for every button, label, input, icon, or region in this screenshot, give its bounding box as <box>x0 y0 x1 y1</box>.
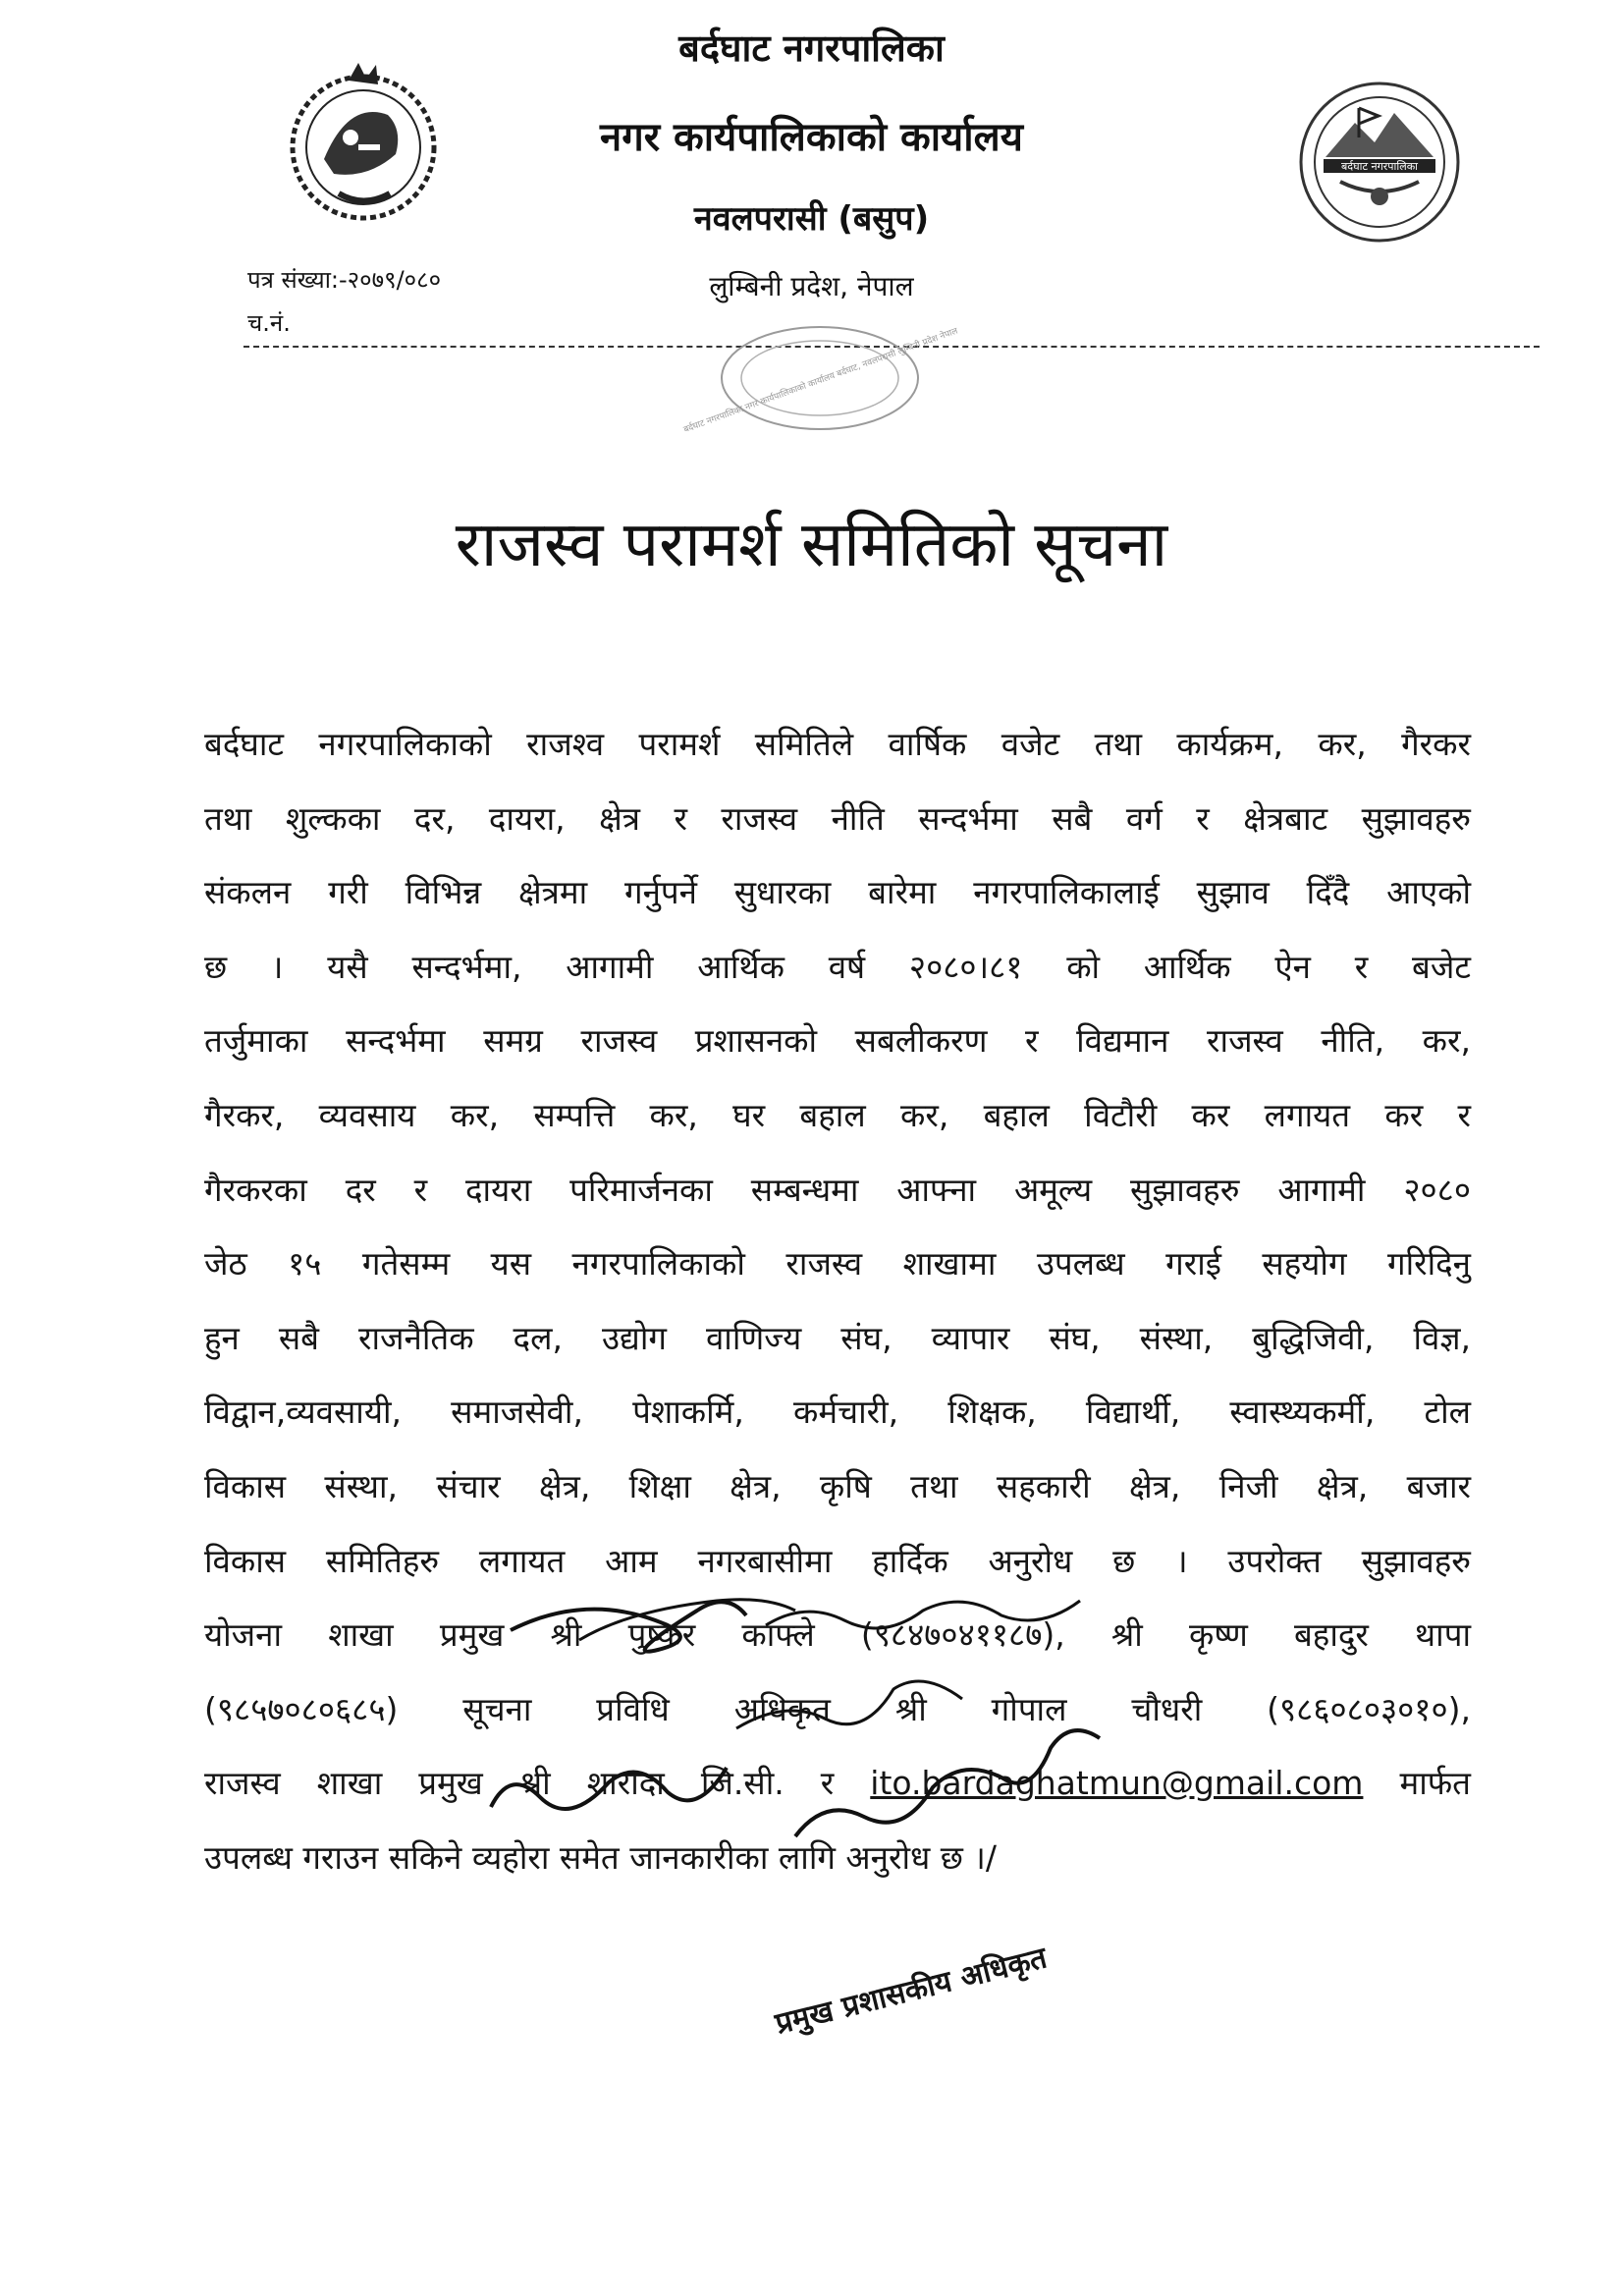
office-stamp <box>682 314 959 442</box>
email-suffix-text: मार्फत <box>1363 1764 1471 1803</box>
body-last-line: उपलब्ध गराउन सकिने व्यहोरा समेत जानकारीका लागि अनुरोध छ ।/ <box>204 1837 998 1877</box>
notice-title: राजस्व परामर्श समितिको सूचना <box>455 509 1168 581</box>
body-line: छ । यसै सन्दर्भमा, आगामी आर्थिक वर्ष २०८०।८१ को आर्थिक ऐन र बजेट <box>204 947 1471 986</box>
stamp-text: बर्दघाट नगरपालिका नगर कार्यपालिकाको कार्यालय बर्दघाट, नवलपरासी लुम्बिनी प्रदेश नेपाल <box>682 326 959 436</box>
body-line: तर्जुमाका सन्दर्भमा समग्र राजस्व प्रशासनको सबलीकरण र विद्यमान राजस्व नीति, कर, <box>204 1021 1471 1061</box>
body-line: बर्दघाट नगरपालिकाको राजश्व परामर्श समितिले वार्षिक वजेट तथा कार्यक्रम, कर, गैरकर <box>204 725 1471 763</box>
signatory-stamp: प्रमुख प्रशासकीय अधिकृत <box>772 1941 1051 2042</box>
dispatch-number: च.नं. <box>247 309 291 337</box>
body-line: जेठ १५ गतेसम्म यस नगरपालिकाको राजस्व शाखामा उपलब्ध गराई सहयोग गरिदिनु <box>204 1244 1471 1284</box>
body-line: योजना शाखा प्रमुख श्री पुष्कर काफ्ले (९८४७०४११८७), श्री कृष्ण बहादुर थापा <box>204 1615 1471 1655</box>
email-prefix-text: राजस्व शाखा प्रमुख श्री शारादा जि.सी. र <box>204 1764 871 1803</box>
province-name: लुम्बिनी प्रदेश, नेपाल <box>709 270 914 302</box>
office-name: नगर कार्यपालिकाको कार्यालय <box>600 115 1023 160</box>
logo-text: बर्दघाट नगरपालिका <box>1340 160 1419 173</box>
reference-number: पत्र संख्या:-२०७९/०८० <box>247 266 442 294</box>
district-name: नवलपरासी (बसुप) <box>693 199 930 239</box>
body-line: तथा शुल्कका दर, दायरा, क्षेत्र र राजस्व नीति सन्दर्भमा सबै वर्ग र क्षेत्रबाट सुझावहरु <box>204 798 1471 838</box>
body-line: संकलन गरी विभिन्न क्षेत्रमा गर्नुपर्ने सुधारका बारेमा नगरपालिकालाई सुझाव दिँदै आएको <box>204 873 1471 912</box>
body-line: गैरकरका दर र दायरा परिमार्जनका सम्बन्धमा आफ्ना अमूल्य सुझावहरु आगामी २०८० <box>204 1170 1471 1209</box>
body-line: विकास संस्था, संचार क्षेत्र, शिक्षा क्षेत्र, कृषि तथा सहकारी क्षेत्र, निजी क्षेत्र, बजार <box>204 1466 1471 1505</box>
org-name: बर्दघाट नगरपालिका <box>678 27 945 70</box>
body-line: विद्वान,व्यवसायी, समाजसेवी, पेशाकर्मि, कर्मचारी, शिक्षक, विद्यार्थी, स्वास्थ्यकर्मी, टोल <box>204 1393 1471 1432</box>
body-line: गैरकर, व्यवसाय कर, सम्पत्ति कर, घर बहाल कर, बहाल विटौरी कर लगायत कर र <box>204 1095 1471 1134</box>
handwritten-signature <box>471 1571 1257 1895</box>
body-line: हुन सबै राजनैतिक दल, उद्योग वाणिज्य संघ, व्यापार संघ, संस्था, बुद्धिजिवी, विज्ञ, <box>204 1318 1471 1357</box>
body-line: विकास समितिहरु लगायत आम नगरबासीमा हार्दिक अनुरोध छ । उपरोक्त सुझावहरु <box>204 1541 1471 1580</box>
email-link[interactable]: ito.bardaghatmun@gmail.com <box>870 1764 1364 1803</box>
body-line: (९८५७०८०६८५) सूचना प्रविधि अधिकृत श्री गोपाल चौधरी (९८६०८०३०१०), <box>204 1689 1471 1728</box>
